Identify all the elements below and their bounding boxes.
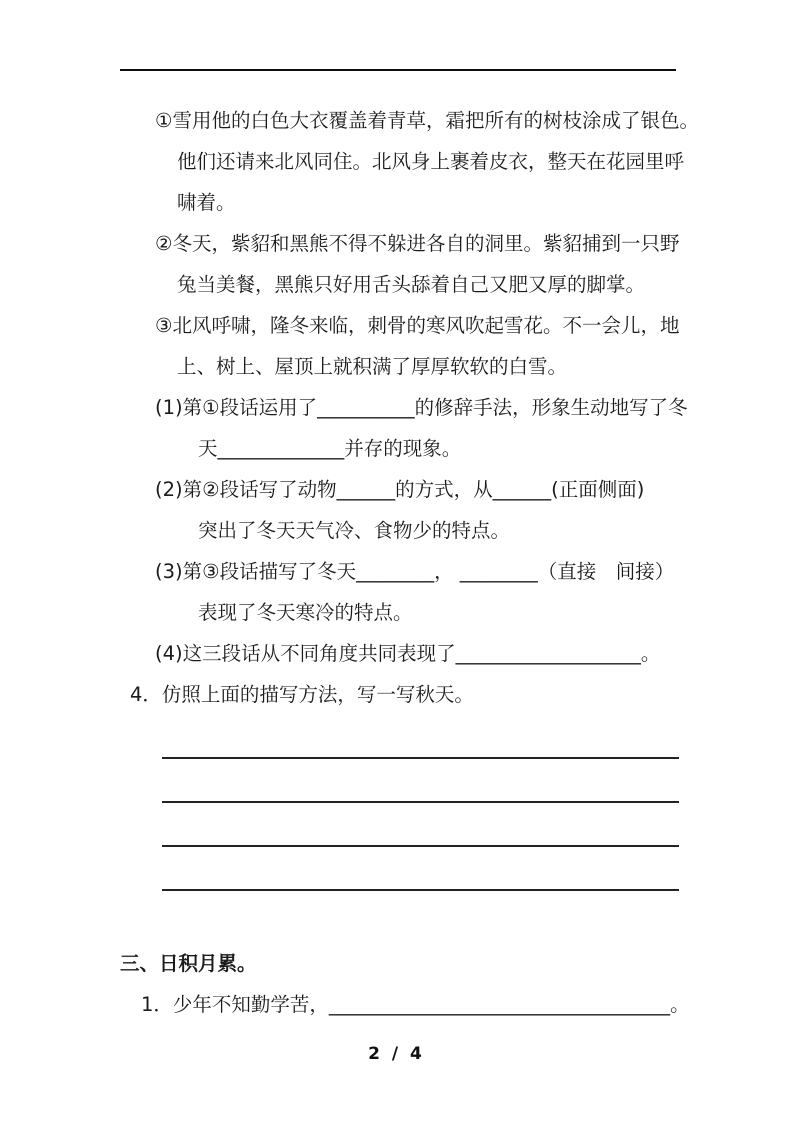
section-three-item-1: 1．少年不知勤学苦，___________________________________。 — [141, 993, 690, 1016]
page-number: 2 / 4 — [368, 1044, 425, 1064]
passage-paragraph-3-line-2: 上、树上、屋顶上就积满了厚厚软软的白雪。 — [177, 355, 568, 378]
question-2-line-1: (2)第②段话写了动物______的方式，从______(正面侧面) — [155, 478, 645, 501]
answer-line — [162, 759, 679, 803]
passage-paragraph-2-line-2: 兔当美餐，黑熊只好用舌头舔着自己又肥又厚的脚掌。 — [177, 273, 646, 296]
passage-paragraph-1-line-1: ①雪用他的白色大衣覆盖着青草，霜把所有的树枝涂成了银色。 — [155, 109, 699, 132]
question-1-line-2: 天_____________并存的现象。 — [198, 437, 462, 460]
header-rule — [120, 69, 676, 71]
worksheet-content — [0, 100, 793, 1064]
answer-line — [162, 803, 679, 847]
answer-line — [162, 715, 679, 759]
question-3-line-2: 表现了冬天寒冷的特点。 — [198, 601, 413, 624]
question-3-line-1: (3)第③段话描写了冬天________， ________（直接 间接） — [155, 560, 675, 583]
passage-paragraph-1-line-3: 啸着。 — [177, 191, 236, 214]
passage-paragraph-1-line-2: 他们还请来北风同住。北风身上裹着皮衣，整天在花园里呼 — [177, 150, 685, 173]
answer-lines — [0, 715, 793, 891]
question-1-line-1: (1)第①段话运用了__________的修辞手法，形象生动地写了冬 — [155, 396, 688, 419]
question-4-label: 4．仿照上面的描写方法，写一写秋天。 — [130, 683, 474, 706]
section-three-heading: 三、日积月累。 — [120, 952, 257, 975]
question-2-line-2: 突出了冬天天气冷、食物少的特点。 — [198, 519, 511, 542]
passage-paragraph-2-line-1: ②冬天，紫貂和黑熊不得不躲进各自的洞里。紫貂捕到一只野 — [155, 232, 680, 255]
passage-paragraph-3-line-1: ③北风呼啸，隆冬来临，刺骨的寒风吹起雪花。不一会儿，地 — [155, 314, 680, 337]
answer-line — [162, 847, 679, 891]
question-4-line-1: (4)这三段话从不同角度共同表现了___________________。 — [155, 642, 661, 665]
